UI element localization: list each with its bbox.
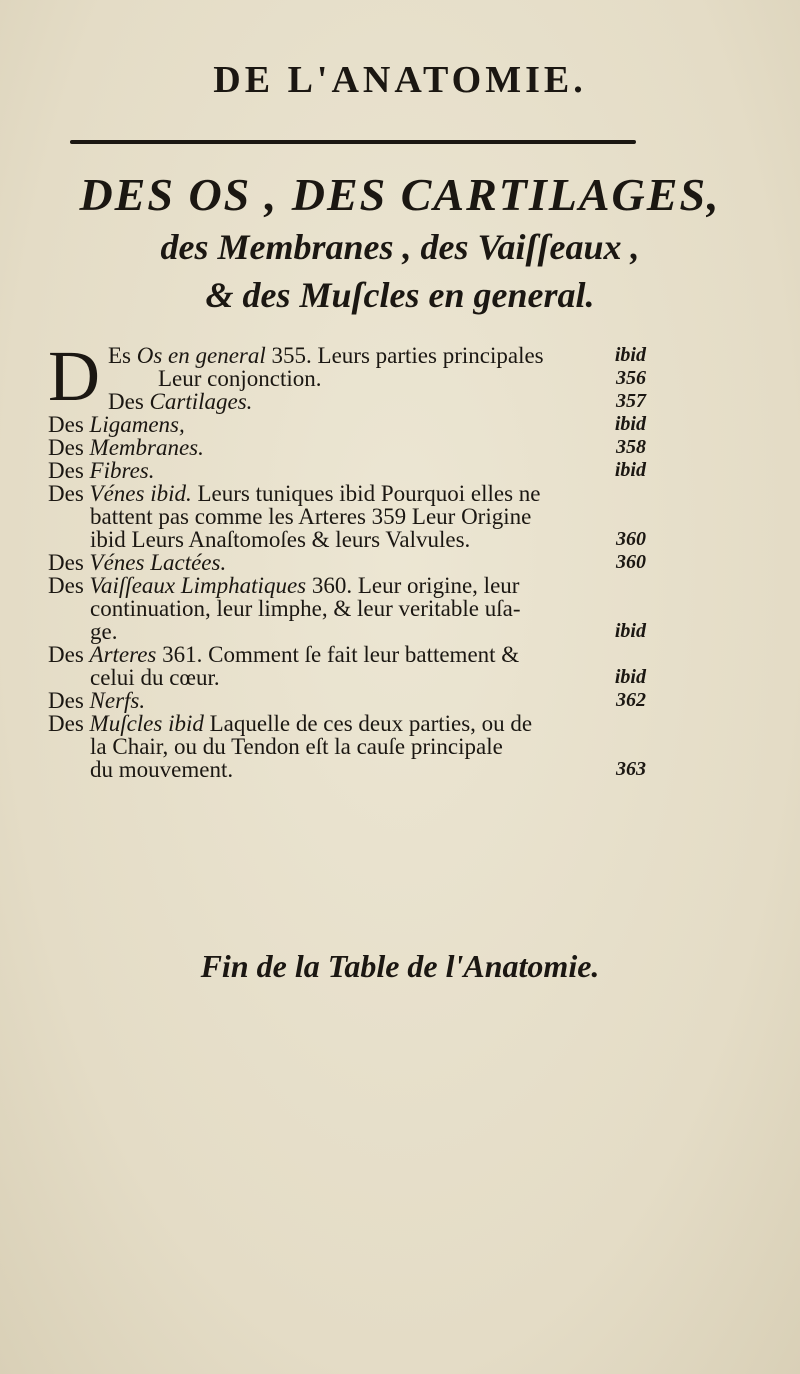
toc-entry-text: Leurs parties principales: [311, 343, 544, 368]
toc-entry-page: 360: [616, 528, 646, 550]
toc-entry-continuation: la Chair, ou du Tendon eſt la cauſe principale: [90, 734, 503, 759]
toc-entry-page: 362: [616, 689, 646, 711]
toc-entry-continuation: battent pas comme les Arteres 359 Leur Origine: [90, 504, 532, 529]
toc-entry-prefix: Des: [48, 458, 90, 483]
toc-entry-text: Leur conjonction.: [158, 366, 322, 391]
toc-entry-continuation: ge.: [90, 619, 118, 644]
toc-entry-page: 363: [616, 758, 646, 780]
toc-entry-page: ibid: [614, 344, 646, 366]
toc-entry-prefix: Des: [48, 573, 90, 598]
toc-entry-prefix: Des: [48, 688, 90, 713]
toc-entry-vaisseaux-limphatiques: [48, 574, 646, 643]
table-of-contents: [48, 336, 646, 782]
toc-entry-ligamens: [48, 413, 646, 436]
section-title-line-2: des Membranes , des Vaiſſeaux ,: [160, 227, 640, 267]
toc-entry-prefix: Des: [48, 412, 90, 437]
toc-entry-page: 357: [616, 390, 646, 412]
toc-entry-venes-lactees: [48, 551, 646, 574]
toc-entry-prefix: Es: [108, 343, 137, 368]
ornamental-rule: [70, 140, 636, 144]
toc-entry-subject: Ligamens,: [89, 412, 185, 437]
drop-cap: D: [48, 336, 100, 416]
toc-entry-subject: Fibres.: [89, 458, 155, 483]
toc-entry-page: ibid: [614, 459, 646, 481]
toc-entry-continuation: ibid Leurs Anaſtomoſes & leurs Valvules.: [90, 527, 471, 552]
toc-entry-continuation: celui du cœur.: [90, 665, 220, 690]
toc-entry-prefix: Des: [48, 550, 90, 575]
toc-entry-prefix: Des: [48, 642, 90, 667]
toc-entry-page: ibid: [614, 666, 646, 688]
toc-entry-prefix: Des: [48, 435, 90, 460]
toc-entry-venes: [48, 482, 646, 551]
toc-entry-subject: Vénes Lactées.: [89, 550, 227, 575]
toc-entry-page: 358: [616, 436, 646, 458]
toc-entry-continuation: continuation, leur limphe, & leur veritable uſa-: [90, 596, 521, 621]
toc-entry-fibres: [48, 459, 646, 482]
toc-entry-muscles: [48, 712, 646, 781]
toc-entry-number: 355.: [271, 343, 312, 368]
toc-entry-continuation: du mouvement.: [90, 757, 234, 782]
section-title-line-3: & des Muſcles en general.: [205, 275, 595, 315]
section-title-line-1: DES OS , DES CARTILAGES,: [79, 169, 721, 220]
toc-entry-nerfs: [48, 689, 646, 712]
table-end-note: Fin de la Table de l'Anatomie.: [200, 948, 600, 984]
toc-entry-subject: Os en general: [136, 343, 272, 368]
toc-entry-page: ibid: [614, 413, 646, 435]
toc-entry-text: Laquelle de ces deux parties, ou de: [203, 711, 533, 736]
toc-entry-page: 360: [616, 551, 646, 573]
toc-entry-text: 361. Comment ſe fait leur battement &: [156, 642, 520, 667]
toc-entry-subject: Nerfs.: [89, 688, 146, 713]
toc-entry-subject: Cartilages.: [149, 389, 253, 414]
toc-entry-arteres: [48, 643, 646, 689]
toc-entry-cartilages: [48, 390, 646, 413]
running-head: DE L'ANATOMIE.: [213, 59, 587, 101]
toc-entry-prefix: Des: [48, 711, 90, 736]
toc-entry-conjonction: [48, 367, 646, 390]
toc-entry-text: 360. Leur origine, leur: [306, 573, 520, 598]
toc-entry-subject: Arteres: [89, 642, 157, 667]
toc-entry-subject: Vénes ibid.: [89, 481, 192, 506]
toc-entry-prefix: Des: [48, 481, 90, 506]
toc-entry-page: ibid: [614, 620, 646, 642]
toc-entry-subject: Membranes.: [89, 435, 204, 460]
toc-entry-subject: Vaiſſeaux Limphatiques: [89, 573, 307, 598]
toc-entry-subject: Muſcles ibid: [89, 711, 204, 736]
toc-entry-text: Leurs tuniques ibid Pourquoi elles ne: [191, 481, 541, 506]
toc-entry-membranes: [48, 436, 646, 459]
toc-entry-page: 356: [616, 367, 646, 389]
toc-entry-prefix: Des: [108, 389, 150, 414]
